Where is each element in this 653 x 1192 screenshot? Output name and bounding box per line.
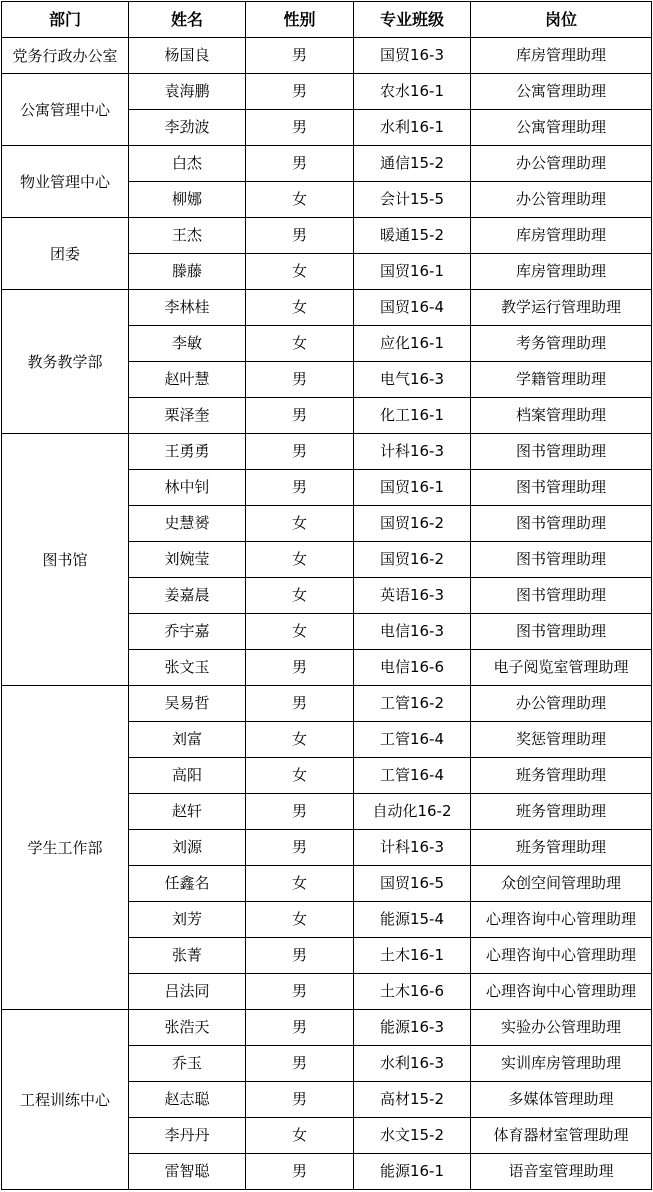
position-cell: 公寓管理助理 (471, 74, 652, 110)
gender-cell: 男 (246, 1154, 354, 1190)
class-cell: 国贸16-1 (354, 254, 471, 290)
position-cell: 实训库房管理助理 (471, 1046, 652, 1082)
name-cell: 李丹丹 (129, 1118, 246, 1154)
name-cell: 刘源 (129, 830, 246, 866)
position-cell: 班务管理助理 (471, 830, 652, 866)
gender-cell: 男 (246, 110, 354, 146)
position-cell: 学籍管理助理 (471, 362, 652, 398)
table-row (2, 1010, 652, 1046)
gender-cell: 女 (246, 182, 354, 218)
gender-cell: 男 (246, 434, 354, 470)
gender-cell: 女 (246, 506, 354, 542)
class-cell: 电气16-3 (354, 362, 471, 398)
department-cell: 物业管理中心 (2, 146, 129, 218)
gender-cell: 男 (246, 974, 354, 1010)
position-cell: 教学运行管理助理 (471, 290, 652, 326)
position-cell: 班务管理助理 (471, 794, 652, 830)
class-cell: 应化16-1 (354, 326, 471, 362)
class-cell: 水文15-2 (354, 1118, 471, 1154)
gender-cell: 男 (246, 1046, 354, 1082)
gender-cell: 女 (246, 578, 354, 614)
position-cell: 实验办公管理助理 (471, 1010, 652, 1046)
gender-cell: 女 (246, 722, 354, 758)
gender-cell: 女 (246, 1118, 354, 1154)
name-cell: 柳娜 (129, 182, 246, 218)
class-cell: 暖通15-2 (354, 218, 471, 254)
table-row (2, 146, 652, 182)
class-cell: 水利16-1 (354, 110, 471, 146)
name-cell: 林中钊 (129, 470, 246, 506)
class-cell: 自动化16-2 (354, 794, 471, 830)
gender-cell: 男 (246, 398, 354, 434)
position-cell: 多媒体管理助理 (471, 1082, 652, 1118)
class-cell: 化工16-1 (354, 398, 471, 434)
table-row (2, 290, 652, 326)
position-cell: 电子阅览室管理助理 (471, 650, 652, 686)
position-cell: 图书管理助理 (471, 542, 652, 578)
department-cell: 图书馆 (2, 434, 129, 686)
gender-cell: 女 (246, 866, 354, 902)
class-cell: 土木16-1 (354, 938, 471, 974)
header-gender: 性别 (246, 2, 354, 38)
position-cell: 公寓管理助理 (471, 110, 652, 146)
gender-cell: 男 (246, 74, 354, 110)
department-cell: 教务教学部 (2, 290, 129, 434)
position-cell: 办公管理助理 (471, 686, 652, 722)
position-cell: 心理咨询中心管理助理 (471, 938, 652, 974)
class-cell: 国贸16-4 (354, 290, 471, 326)
position-cell: 库房管理助理 (471, 38, 652, 74)
gender-cell: 女 (246, 902, 354, 938)
name-cell: 刘婉莹 (129, 542, 246, 578)
gender-cell: 男 (246, 794, 354, 830)
name-cell: 姜嘉晨 (129, 578, 246, 614)
name-cell: 张文玉 (129, 650, 246, 686)
header-position: 岗位 (471, 2, 652, 38)
gender-cell: 男 (246, 1010, 354, 1046)
header-row (2, 2, 652, 38)
position-cell: 图书管理助理 (471, 578, 652, 614)
gender-cell: 女 (246, 326, 354, 362)
gender-cell: 男 (246, 938, 354, 974)
name-cell: 赵志聪 (129, 1082, 246, 1118)
class-cell: 电信16-6 (354, 650, 471, 686)
table-header (2, 2, 652, 38)
position-cell: 班务管理助理 (471, 758, 652, 794)
table-row (2, 74, 652, 110)
name-cell: 赵轩 (129, 794, 246, 830)
gender-cell: 男 (246, 650, 354, 686)
class-cell: 工管16-2 (354, 686, 471, 722)
table-body (2, 38, 652, 1190)
gender-cell: 女 (246, 542, 354, 578)
class-cell: 国贸16-1 (354, 470, 471, 506)
gender-cell: 男 (246, 1082, 354, 1118)
name-cell: 乔宇嘉 (129, 614, 246, 650)
gender-cell: 男 (246, 686, 354, 722)
position-cell: 语音室管理助理 (471, 1154, 652, 1190)
class-cell: 工管16-4 (354, 758, 471, 794)
name-cell: 刘芳 (129, 902, 246, 938)
class-cell: 土木16-6 (354, 974, 471, 1010)
name-cell: 高阳 (129, 758, 246, 794)
class-cell: 能源15-4 (354, 902, 471, 938)
name-cell: 任鑫名 (129, 866, 246, 902)
position-cell: 心理咨询中心管理助理 (471, 974, 652, 1010)
department-cell: 工程训练中心 (2, 1010, 129, 1190)
department-cell: 学生工作部 (2, 686, 129, 1010)
class-cell: 国贸16-5 (354, 866, 471, 902)
class-cell: 计科16-3 (354, 434, 471, 470)
position-cell: 众创空间管理助理 (471, 866, 652, 902)
class-cell: 能源16-1 (354, 1154, 471, 1190)
gender-cell: 男 (246, 830, 354, 866)
name-cell: 李敏 (129, 326, 246, 362)
position-cell: 办公管理助理 (471, 182, 652, 218)
staff-roster-table (1, 1, 652, 1190)
name-cell: 赵叶慧 (129, 362, 246, 398)
class-cell: 国贸16-2 (354, 506, 471, 542)
name-cell: 乔玉 (129, 1046, 246, 1082)
department-cell: 党务行政办公室 (2, 38, 129, 74)
position-cell: 考务管理助理 (471, 326, 652, 362)
name-cell: 吴易哲 (129, 686, 246, 722)
position-cell: 图书管理助理 (471, 614, 652, 650)
name-cell: 王杰 (129, 218, 246, 254)
name-cell: 滕藤 (129, 254, 246, 290)
name-cell: 雷智聪 (129, 1154, 246, 1190)
class-cell: 通信15-2 (354, 146, 471, 182)
name-cell: 李林桂 (129, 290, 246, 326)
gender-cell: 女 (246, 758, 354, 794)
position-cell: 库房管理助理 (471, 218, 652, 254)
class-cell: 会计15-5 (354, 182, 471, 218)
gender-cell: 女 (246, 290, 354, 326)
position-cell: 图书管理助理 (471, 506, 652, 542)
gender-cell: 女 (246, 614, 354, 650)
name-cell: 吕法同 (129, 974, 246, 1010)
position-cell: 图书管理助理 (471, 434, 652, 470)
class-cell: 国贸16-2 (354, 542, 471, 578)
position-cell: 图书管理助理 (471, 470, 652, 506)
header-name: 姓名 (129, 2, 246, 38)
department-cell: 团委 (2, 218, 129, 290)
name-cell: 史慧赟 (129, 506, 246, 542)
name-cell: 袁海鹏 (129, 74, 246, 110)
header-department: 部门 (2, 2, 129, 38)
name-cell: 王勇勇 (129, 434, 246, 470)
class-cell: 电信16-3 (354, 614, 471, 650)
position-cell: 办公管理助理 (471, 146, 652, 182)
position-cell: 奖惩管理助理 (471, 722, 652, 758)
gender-cell: 男 (246, 218, 354, 254)
table-row (2, 686, 652, 722)
class-cell: 工管16-4 (354, 722, 471, 758)
class-cell: 国贸16-3 (354, 38, 471, 74)
table-row (2, 434, 652, 470)
class-cell: 英语16-3 (354, 578, 471, 614)
name-cell: 张浩天 (129, 1010, 246, 1046)
department-cell: 公寓管理中心 (2, 74, 129, 146)
class-cell: 水利16-3 (354, 1046, 471, 1082)
gender-cell: 男 (246, 146, 354, 182)
name-cell: 杨国良 (129, 38, 246, 74)
position-cell: 档案管理助理 (471, 398, 652, 434)
class-cell: 高材15-2 (354, 1082, 471, 1118)
name-cell: 栗泽奎 (129, 398, 246, 434)
position-cell: 体育器材室管理助理 (471, 1118, 652, 1154)
class-cell: 能源16-3 (354, 1010, 471, 1046)
gender-cell: 男 (246, 38, 354, 74)
header-class: 专业班级 (354, 2, 471, 38)
table-row (2, 38, 652, 74)
name-cell: 张菁 (129, 938, 246, 974)
position-cell: 库房管理助理 (471, 254, 652, 290)
name-cell: 李劲波 (129, 110, 246, 146)
name-cell: 刘富 (129, 722, 246, 758)
table-row (2, 218, 652, 254)
gender-cell: 女 (246, 254, 354, 290)
gender-cell: 男 (246, 362, 354, 398)
class-cell: 计科16-3 (354, 830, 471, 866)
class-cell: 农水16-1 (354, 74, 471, 110)
gender-cell: 男 (246, 470, 354, 506)
name-cell: 白杰 (129, 146, 246, 182)
position-cell: 心理咨询中心管理助理 (471, 902, 652, 938)
